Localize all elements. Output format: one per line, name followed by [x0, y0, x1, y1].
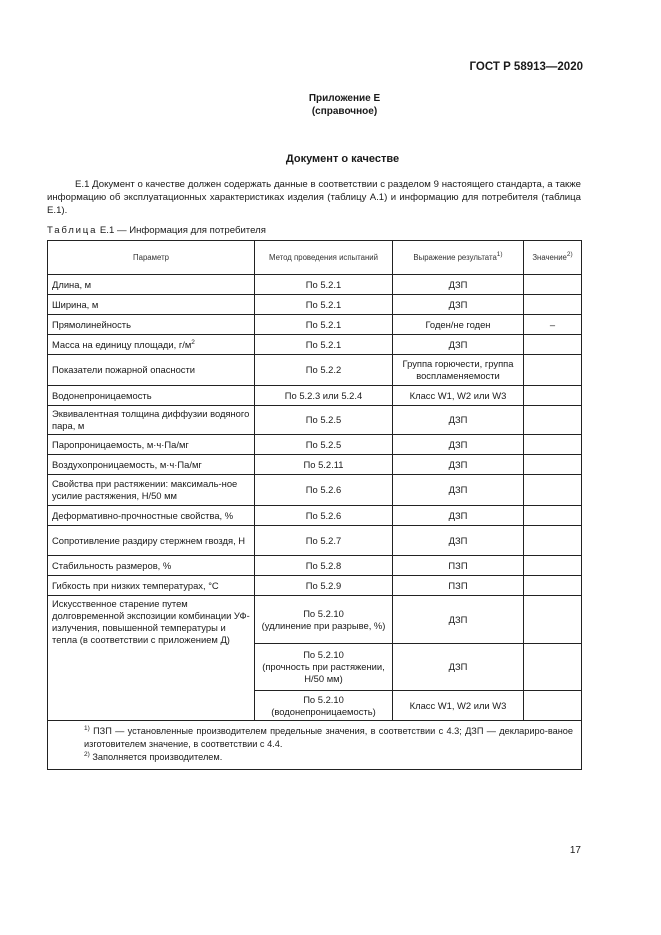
row-value	[524, 335, 582, 355]
method-note: (удлинение при разрыве, %)	[261, 619, 386, 631]
row-result: Группа горючести, группа воспламеняемости	[393, 355, 524, 386]
row-value	[524, 275, 582, 295]
table-row	[48, 406, 582, 435]
row-value	[524, 435, 582, 455]
table-caption-label: Таблица	[47, 225, 98, 236]
row-method	[255, 644, 393, 691]
table-row	[48, 455, 582, 475]
row-method: По 5.2.6	[255, 475, 393, 506]
header-method: Метод проведения испытаний	[255, 241, 393, 275]
header-value-label: Значение	[532, 252, 567, 262]
row-method: По 5.2.5	[255, 406, 393, 435]
unit-superscript: 2	[191, 338, 195, 346]
annex-title: Приложение Е	[308, 93, 381, 104]
row-value	[524, 644, 582, 691]
row-value	[524, 506, 582, 526]
table-row	[48, 435, 582, 455]
table-row	[48, 506, 582, 526]
consumer-info-table	[47, 240, 582, 770]
row-param-text: Масса на единицу площади, г/м	[52, 338, 192, 350]
page-number: 17	[569, 845, 581, 856]
footnote-text: ПЗП — установленные производителем предельные значения, в соответствии с 4.3; ДЗП — деклариро-ваное изготовителем значение, в соответствии с 4.4.	[84, 726, 573, 749]
header-param: Параметр	[48, 241, 255, 275]
row-param: Прямолинейность	[48, 315, 255, 335]
row-param: Искусственное старение путем долговременной экспозиции комбинации УФ-излучения, повышенной температуры и тепла (в соответствии с приложением Д)	[48, 596, 255, 721]
table-row	[48, 556, 582, 576]
method-note: (водонепроницаемость)	[271, 705, 376, 717]
row-value	[524, 596, 582, 644]
table-row	[48, 275, 582, 295]
row-param: Свойства при растяжении: максималь-ное усилие растяжения, Н/50 мм	[48, 475, 255, 506]
standard-designation: ГОСТ Р 58913—2020	[469, 61, 583, 73]
row-result: ДЗП	[393, 644, 524, 691]
row-method: По 5.2.5	[255, 435, 393, 455]
row-value	[524, 556, 582, 576]
row-value	[524, 691, 582, 721]
table-row	[48, 526, 582, 556]
row-result: ПЗП	[393, 556, 524, 576]
row-value	[524, 386, 582, 406]
row-result: Класс W1, W2 или W3	[393, 386, 524, 406]
table-row	[48, 475, 582, 506]
method-ref: По 5.2.10	[303, 649, 344, 660]
footnotes-cell	[48, 721, 582, 770]
row-method: По 5.2.1	[255, 295, 393, 315]
row-value	[524, 406, 582, 435]
row-result: Годен/не годен	[393, 315, 524, 335]
row-result: ДЗП	[393, 335, 524, 355]
row-method: По 5.2.8	[255, 556, 393, 576]
row-param: Паропроницаемость, м·ч·Па/мг	[48, 435, 255, 455]
row-result: ДЗП	[393, 455, 524, 475]
row-value	[524, 576, 582, 596]
row-result: ДЗП	[393, 526, 524, 556]
row-param: Длина, м	[48, 275, 255, 295]
table-row	[48, 576, 582, 596]
footnote-text: Заполняется производителем.	[89, 752, 223, 762]
row-method: По 5.2.11	[255, 455, 393, 475]
row-result: ДЗП	[393, 435, 524, 455]
section-title: Документ о качестве	[285, 153, 400, 165]
row-result: ДЗП	[393, 475, 524, 506]
row-method: По 5.2.7	[255, 526, 393, 556]
row-value	[524, 455, 582, 475]
row-value	[524, 355, 582, 386]
row-value: –	[524, 315, 582, 335]
table-row	[48, 355, 582, 386]
table-row	[48, 386, 582, 406]
table-row-aging	[48, 596, 582, 644]
row-result: ДЗП	[393, 275, 524, 295]
footnote	[56, 751, 573, 764]
footnote	[56, 725, 573, 751]
footnote-ref: 2)	[566, 250, 573, 258]
row-method	[255, 596, 393, 644]
row-value	[524, 526, 582, 556]
header-result-label: Выражение результата	[413, 252, 497, 262]
row-param: Показатели пожарной опасности	[48, 355, 255, 386]
table-row	[48, 295, 582, 315]
footnote-marker: 1)	[84, 725, 90, 732]
annex-heading	[0, 92, 661, 118]
row-method: По 5.2.9	[255, 576, 393, 596]
row-result: ДЗП	[393, 596, 524, 644]
header-result	[393, 241, 524, 275]
row-method	[255, 691, 393, 721]
method-ref: По 5.2.10	[303, 693, 344, 705]
row-value	[524, 295, 582, 315]
header-value	[524, 241, 582, 275]
method-ref: По 5.2.10	[303, 607, 344, 619]
row-result: ДЗП	[393, 295, 524, 315]
row-param: Сопротивление раздиру стержнем гвоздя, Н	[48, 526, 255, 556]
row-param: Гибкость при низких температурах, °С	[48, 576, 255, 596]
row-result: ДЗП	[393, 406, 524, 435]
intro-paragraph: Е.1 Документ о качестве должен содержать данные в соответствии с разделом 9 настоящего стандарта, а также информацию об эксплуатационных характеристиках изделия (таблицу А.1) и информацию для потребителя (таблица Е.1).	[47, 179, 581, 216]
row-method: По 5.2.1	[255, 275, 393, 295]
row-param: Воздухопроницаемость, м·ч·Па/мг	[48, 455, 255, 475]
row-method: По 5.2.2	[255, 355, 393, 386]
footnote-ref: 1)	[496, 250, 503, 258]
footnote-marker: 2)	[84, 751, 90, 758]
table-header-row	[48, 241, 582, 275]
row-method: По 5.2.1	[255, 315, 393, 335]
row-result: ДЗП	[393, 506, 524, 526]
annex-subtitle: (справочное)	[311, 106, 378, 117]
row-result: Класс W1, W2 или W3	[393, 691, 524, 721]
row-param: Деформативно-прочностные свойства, %	[48, 506, 255, 526]
method-note: (прочность при растяжении, Н/50 мм)	[262, 661, 385, 684]
table-caption-text: Е.1 — Информация для потребителя	[97, 225, 266, 236]
row-method: По 5.2.3 или 5.2.4	[255, 386, 393, 406]
row-param	[48, 335, 255, 355]
row-method: По 5.2.6	[255, 506, 393, 526]
row-result: ПЗП	[393, 576, 524, 596]
footnotes-row	[48, 721, 582, 770]
table-row	[48, 315, 582, 335]
row-param: Эквивалентная толщина диффузии водяного пара, м	[48, 406, 255, 435]
row-param: Водонепроницаемость	[48, 386, 255, 406]
table-row	[48, 335, 582, 355]
row-method: По 5.2.1	[255, 335, 393, 355]
table-caption	[47, 225, 266, 236]
row-param: Ширина, м	[48, 295, 255, 315]
row-param: Стабильность размеров, %	[48, 556, 255, 576]
row-value	[524, 475, 582, 506]
